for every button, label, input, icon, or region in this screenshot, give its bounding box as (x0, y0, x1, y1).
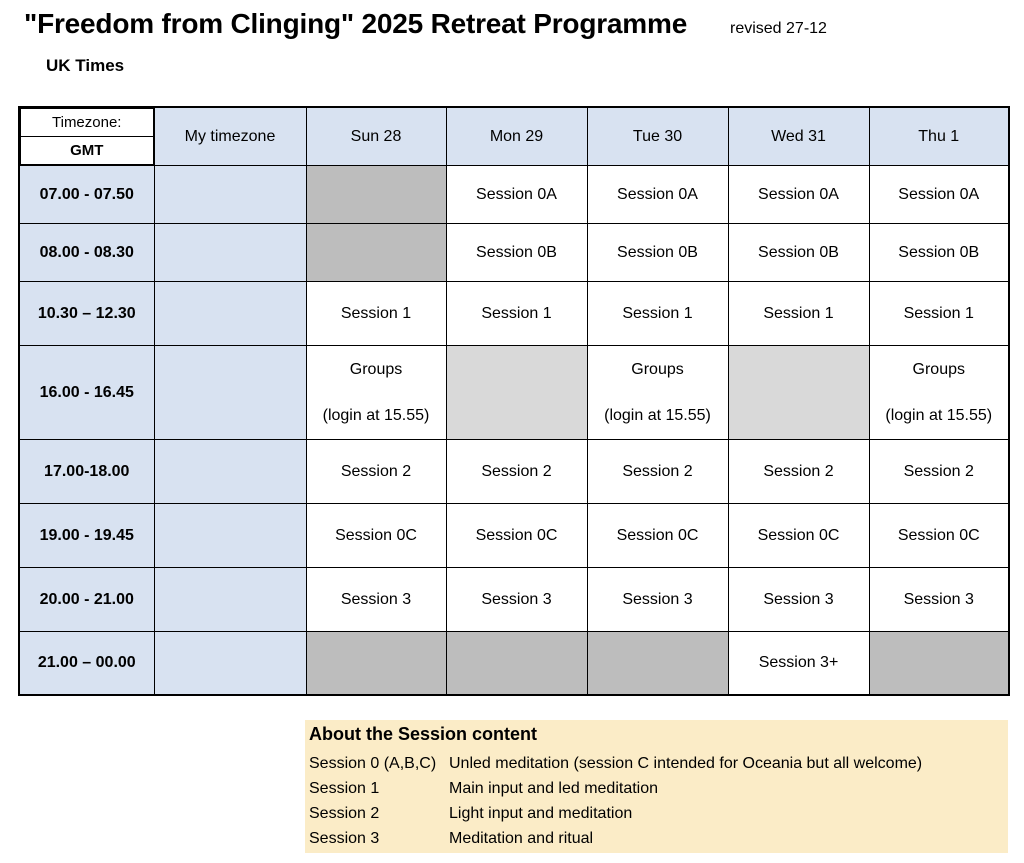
session-cell: Session 3 (587, 568, 728, 632)
session-cell: Session 0B (587, 224, 728, 282)
schedule-table (18, 106, 1010, 696)
legend-key: Session 2 (309, 805, 380, 822)
session-cell: Session 3 (728, 568, 869, 632)
session-cell: Session 3 (446, 568, 587, 632)
schedule-row (19, 440, 1009, 504)
my-timezone-cell (154, 632, 306, 695)
time-slot: 20.00 - 21.00 (19, 568, 154, 632)
groups-login-note: (login at 15.55) (604, 406, 711, 424)
time-slot: 17.00-18.00 (19, 440, 154, 504)
page-subtitle: UK Times (46, 56, 125, 75)
my-timezone-cell (154, 504, 306, 568)
day-header: Sun 28 (306, 107, 446, 166)
groups-login-note: (login at 15.55) (322, 406, 430, 424)
session-cell: Session 2 (587, 440, 728, 504)
empty-cell (306, 166, 446, 224)
schedule-row (19, 504, 1009, 568)
timezone-label: Timezone: (21, 109, 154, 137)
header-row (19, 107, 1009, 166)
my-timezone-cell (154, 346, 306, 440)
time-slot: 21.00 – 00.00 (19, 632, 154, 695)
legend-row (309, 805, 632, 823)
time-slot: 16.00 - 16.45 (19, 346, 154, 440)
empty-cell (306, 224, 446, 282)
session-cell: Session 1 (728, 282, 869, 346)
groups-cell (587, 346, 728, 440)
empty-cell (869, 632, 1009, 695)
my-timezone-cell (154, 282, 306, 346)
empty-cell (728, 346, 869, 440)
empty-cell (306, 632, 446, 695)
legend-desc: Light input and meditation (449, 805, 633, 822)
groups-label: Groups (912, 360, 965, 378)
legend-key: Session 0 (A,B,C) (309, 755, 437, 772)
session-cell: Session 0C (587, 504, 728, 568)
session-cell: Session 2 (446, 440, 587, 504)
schedule-row (19, 282, 1009, 346)
empty-cell (446, 346, 587, 440)
revised-note: revised 27-12 (730, 20, 827, 37)
day-header: Mon 29 (446, 107, 587, 166)
session-cell: Session 1 (446, 282, 587, 346)
session-cell: Session 0A (869, 166, 1009, 224)
session-cell: Session 0B (446, 224, 587, 282)
page-title: "Freedom from Clinging" 2025 Retreat Programme (24, 8, 688, 39)
session-cell: Session 0A (587, 166, 728, 224)
groups-cell (869, 346, 1009, 440)
legend-row (309, 780, 658, 798)
schedule-row (19, 568, 1009, 632)
session-cell: Session 1 (587, 282, 728, 346)
session-cell: Session 0A (728, 166, 869, 224)
timezone-value: GMT (21, 137, 154, 165)
my-timezone-cell (154, 224, 306, 282)
my-timezone-cell (154, 166, 306, 224)
time-slot: 08.00 - 08.30 (19, 224, 154, 282)
legend-key: Session 1 (309, 780, 380, 797)
legend-desc: Unled meditation (session C intended for Oceania but all welcome) (449, 755, 923, 772)
session-cell: Session 2 (306, 440, 446, 504)
timezone-cell (19, 107, 154, 166)
day-header: Thu 1 (869, 107, 1009, 166)
legend-desc: Main input and led meditation (449, 780, 659, 797)
legend-desc: Meditation and ritual (449, 830, 594, 847)
schedule-row (19, 224, 1009, 282)
my-timezone-cell (154, 568, 306, 632)
session-cell: Session 3+ (728, 632, 869, 695)
day-header: Tue 30 (587, 107, 728, 166)
empty-cell (446, 632, 587, 695)
time-slot: 07.00 - 07.50 (19, 166, 154, 224)
session-cell: Session 2 (869, 440, 1009, 504)
groups-cell (306, 346, 446, 440)
session-cell: Session 2 (728, 440, 869, 504)
session-legend (305, 720, 1008, 853)
legend-key: Session 3 (309, 830, 380, 847)
session-cell: Session 1 (306, 282, 446, 346)
groups-label: Groups (631, 360, 684, 378)
session-cell: Session 0C (306, 504, 446, 568)
legend-title: About the Session content (309, 724, 538, 744)
schedule-row (19, 632, 1009, 695)
my-timezone-header: My timezone (154, 107, 306, 166)
groups-label: Groups (349, 360, 403, 378)
session-cell: Session 3 (306, 568, 446, 632)
session-cell: Session 0C (869, 504, 1009, 568)
time-slot: 10.30 – 12.30 (19, 282, 154, 346)
session-cell: Session 0C (728, 504, 869, 568)
session-cell: Session 0B (869, 224, 1009, 282)
empty-cell (587, 632, 728, 695)
my-timezone-cell (154, 440, 306, 504)
day-header: Wed 31 (728, 107, 869, 166)
legend-row (309, 755, 922, 773)
session-cell: Session 0C (446, 504, 587, 568)
schedule-row (19, 166, 1009, 224)
session-cell: Session 1 (869, 282, 1009, 346)
session-cell: Session 3 (869, 568, 1009, 632)
schedule-row (19, 346, 1009, 440)
time-slot: 19.00 - 19.45 (19, 504, 154, 568)
groups-login-note: (login at 15.55) (885, 406, 993, 424)
session-cell: Session 0A (446, 166, 587, 224)
legend-row (309, 830, 593, 848)
session-cell: Session 0B (728, 224, 869, 282)
